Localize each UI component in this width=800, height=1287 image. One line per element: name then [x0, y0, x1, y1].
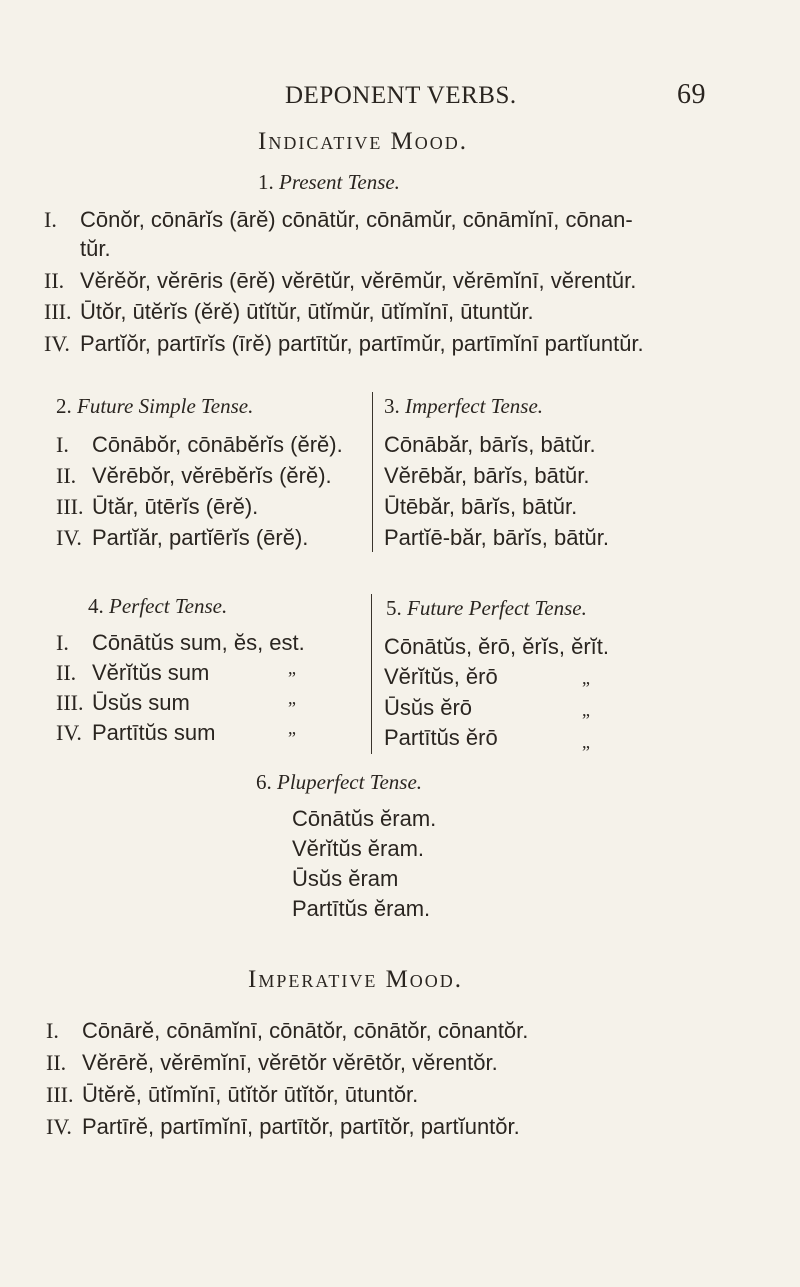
line-numeral: I. — [56, 630, 69, 655]
present-line-3 — [44, 299, 534, 325]
future-simple-number: 2. — [56, 394, 72, 418]
column-divider — [371, 594, 372, 754]
imperative-line-3 — [46, 1082, 418, 1108]
future-simple-title: Future Simple Tense. — [77, 394, 254, 418]
ditto-mark: „ — [582, 732, 590, 752]
line-numeral: III. — [56, 494, 84, 519]
ditto-mark: „ — [288, 718, 296, 738]
imperfect-title: Imperfect Tense. — [405, 394, 544, 418]
line-text: tŭr. — [80, 236, 111, 261]
present-line-1 — [44, 207, 633, 233]
line-numeral: III. — [46, 1082, 74, 1107]
future-perfect-heading — [386, 596, 587, 621]
line-numeral: II. — [56, 660, 77, 685]
present-tense-title: Present Tense. — [279, 170, 400, 194]
present-line-1-cont — [80, 236, 111, 262]
future-simple-line-2 — [56, 463, 332, 489]
pluperfect-line-3: Ūsŭs ĕram — [292, 866, 399, 891]
line-numeral: I. — [46, 1018, 59, 1043]
perfect-title: Perfect Tense. — [109, 594, 228, 618]
perfect-line-4 — [56, 720, 215, 746]
line-text: Partīrĕ, partīmĭnī, partītŏr, partītŏr, partĭuntŏr. — [82, 1114, 520, 1139]
imperfect-line-4: Partĭē-băr, bārĭs, bātŭr. — [384, 525, 610, 550]
pluperfect-heading — [256, 770, 422, 795]
ditto-mark: „ — [288, 658, 296, 678]
page-title: DEPONENT VERBS. — [285, 82, 517, 109]
future-perfect-line-4: Partītŭs ĕrō — [384, 725, 498, 750]
pluperfect-line-2: Vĕrĭtŭs ĕram. — [292, 836, 425, 861]
future-perfect-number: 5. — [386, 596, 402, 620]
line-numeral: I. — [44, 207, 57, 232]
line-text: Vĕrĭtŭs sum — [92, 660, 210, 685]
imperative-line-1 — [46, 1018, 528, 1044]
imperfect-heading — [384, 394, 543, 419]
imperative-line-4 — [46, 1114, 520, 1140]
pluperfect-line-1: Cōnātŭs ĕram. — [292, 806, 437, 831]
line-numeral: IV. — [56, 525, 82, 550]
line-text: Vĕrērĕ, vĕrēmĭnī, vĕrētŏr vĕrētŏr, vĕrentŏr. — [82, 1050, 498, 1075]
perfect-line-2 — [56, 660, 209, 686]
future-simple-heading — [56, 394, 253, 419]
line-text: Cōnātŭs sum, ĕs, est. — [92, 630, 305, 655]
page-number: 69 — [677, 79, 706, 110]
line-text: Vĕrĕŏr, vĕrēris (ērĕ) vĕrētŭr, vĕrēmŭr, vĕrēmĭnī, vĕrentŭr. — [80, 268, 637, 293]
line-numeral: III. — [56, 690, 84, 715]
line-numeral: IV. — [44, 331, 70, 356]
future-perfect-line-1: Cōnātŭs, ĕrō, ĕrĭs, ĕrĭt. — [384, 634, 609, 659]
line-text: Ūtăr, ūtērĭs (ērĕ). — [92, 494, 259, 519]
line-numeral: IV. — [46, 1114, 72, 1139]
imperfect-line-1: Cōnābăr, bārĭs, bātŭr. — [384, 432, 596, 457]
future-perfect-line-2: Vĕrĭtŭs, ĕrō — [384, 664, 498, 689]
present-line-4 — [44, 331, 644, 357]
line-text: Ūsŭs sum — [92, 690, 190, 715]
line-text: Cōnābŏr, cōnābĕrĭs (ĕrĕ). — [92, 432, 343, 457]
line-text: Ūtĕrĕ, ūtĭmĭnī, ūtĭtŏr ūtĭtŏr, ūtuntŏr. — [82, 1082, 419, 1107]
present-line-2 — [44, 268, 636, 294]
imperfect-line-3: Ūtēbăr, bārĭs, bātŭr. — [384, 494, 578, 519]
perfect-line-3 — [56, 690, 190, 716]
future-simple-line-3 — [56, 494, 258, 520]
column-divider — [372, 392, 373, 552]
perfect-number: 4. — [88, 594, 104, 618]
line-text: Ūtŏr, ūtĕrĭs (ĕrĕ) ūtĭtŭr, ūtĭmŭr, ūtĭmĭnī, ūtuntŭr. — [80, 299, 534, 324]
pluperfect-number: 6. — [256, 770, 272, 794]
present-tense-heading — [258, 170, 400, 195]
imperative-line-2 — [46, 1050, 498, 1076]
line-numeral: II. — [56, 463, 77, 488]
line-text: Partĭŏr, partīrĭs (īrĕ) partītŭr, partīmŭr, partīmĭnī partĭuntŭr. — [80, 331, 644, 356]
perfect-line-1 — [56, 630, 305, 656]
line-text: Partĭăr, partĭērĭs (ērĕ). — [92, 525, 309, 550]
line-text: Cōnŏr, cōnārĭs (ārĕ) cōnātŭr, cōnāmŭr, cōnāmĭnī, cōnan- — [80, 207, 633, 232]
ditto-mark: „ — [582, 668, 590, 688]
line-numeral: IV. — [56, 720, 82, 745]
future-simple-line-4 — [56, 525, 308, 551]
line-numeral: I. — [56, 432, 69, 457]
pluperfect-line-4: Partītŭs ĕram. — [292, 896, 431, 921]
future-simple-line-1 — [56, 432, 343, 458]
present-tense-number: 1. — [258, 170, 274, 194]
perfect-heading — [88, 594, 227, 619]
ditto-mark: „ — [288, 688, 296, 708]
line-numeral: II. — [44, 268, 65, 293]
future-perfect-title: Future Perfect Tense. — [407, 596, 587, 620]
line-numeral: II. — [46, 1050, 67, 1075]
line-numeral: III. — [44, 299, 72, 324]
ditto-mark: „ — [582, 700, 590, 720]
line-text: Partītŭs sum — [92, 720, 216, 745]
imperative-heading: Imperative Mood. — [248, 966, 464, 993]
future-perfect-line-3: Ūsŭs ĕrō — [384, 695, 473, 720]
pluperfect-title: Pluperfect Tense. — [277, 770, 423, 794]
indicative-heading: Indicative Mood. — [258, 128, 469, 155]
imperfect-number: 3. — [384, 394, 400, 418]
line-text: Cōnārĕ, cōnāmĭnī, cōnātŏr, cōnātŏr, cōnantŏr. — [82, 1018, 529, 1043]
imperfect-line-2: Vĕrēbăr, bārĭs, bātŭr. — [384, 463, 590, 488]
line-text: Vĕrēbŏr, vĕrēbĕrĭs (ĕrĕ). — [92, 463, 332, 488]
